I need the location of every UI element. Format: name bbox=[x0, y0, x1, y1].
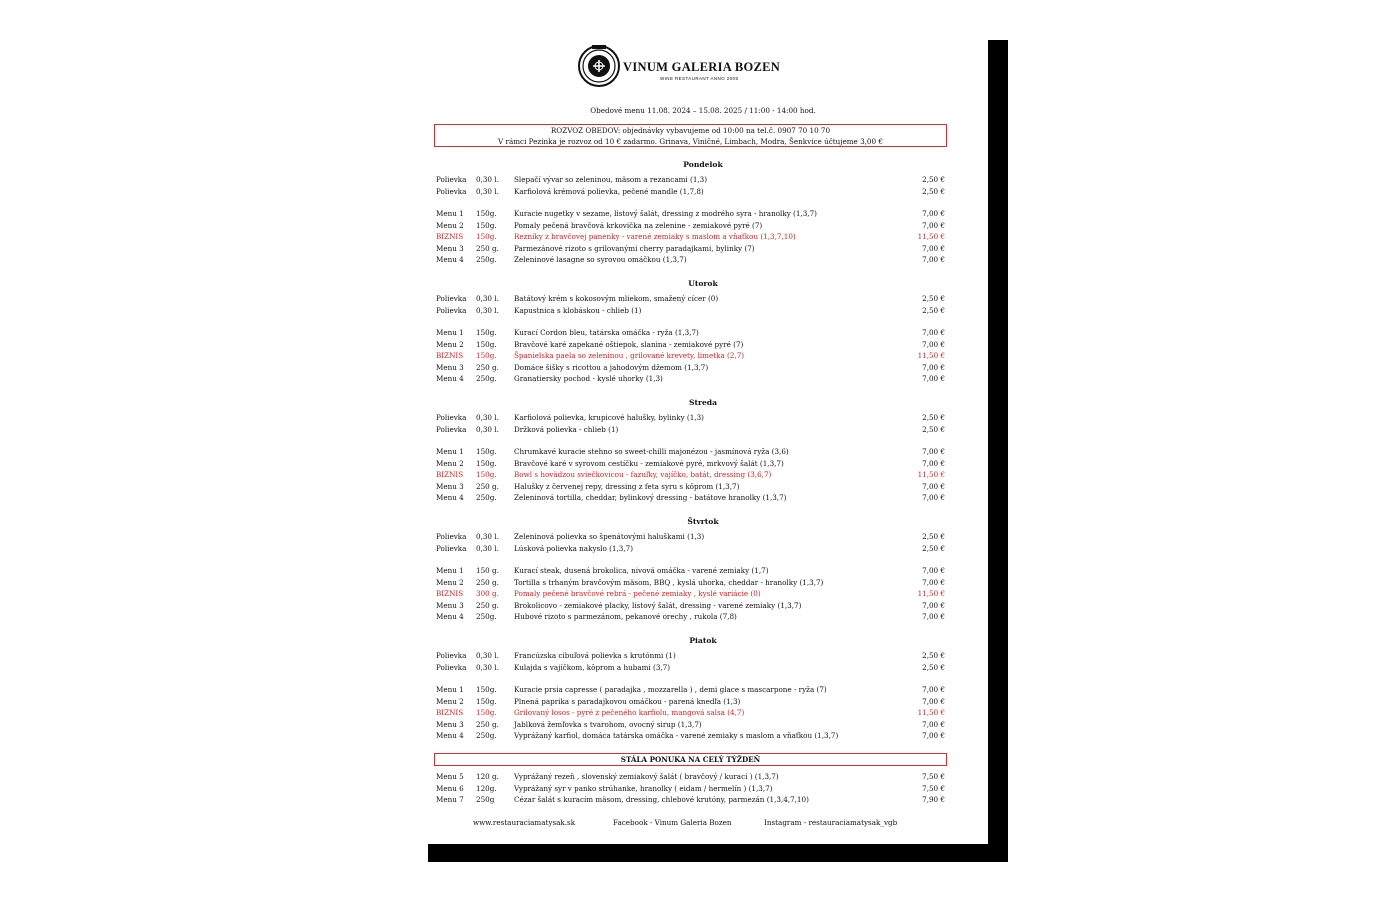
item-price: 7,00 € bbox=[922, 362, 945, 372]
item-label: Menu 6 bbox=[436, 783, 464, 793]
item-label: Polievka bbox=[436, 175, 467, 184]
instagram-link[interactable]: Instagram - restauraciamatysak_vgb bbox=[764, 818, 898, 827]
menu-row bbox=[436, 413, 946, 424]
item-label: Menu 1 bbox=[436, 566, 464, 575]
item-dish: Plnená paprika s paradajkovou omáčkou - parená knedľa (1,3) bbox=[514, 696, 741, 706]
item-portion: 0,30 l. bbox=[476, 186, 499, 196]
item-label: Polievka bbox=[436, 651, 467, 660]
item-price: 2,50 € bbox=[922, 424, 945, 434]
item-dish: Jablková žemľovka s tvarohom, ovocný sirup (1,3,7) bbox=[514, 719, 702, 729]
item-dish: Kuracie nugetky v sezame, listový šalát, dressing z modrého syra - hranolky (1,3,7) bbox=[514, 209, 817, 218]
menu-row bbox=[436, 459, 946, 470]
item-portion: 0,30 l. bbox=[476, 294, 499, 303]
menu-row bbox=[436, 209, 946, 220]
item-label: Menu 4 bbox=[436, 493, 464, 502]
menu-row bbox=[436, 425, 946, 436]
item-dish: Francúzska cibuľová polievka s krutónmi (1) bbox=[514, 651, 676, 660]
item-portion: 250g. bbox=[476, 731, 497, 740]
item-label: Menu 4 bbox=[436, 374, 464, 383]
item-price: 2,50 € bbox=[922, 543, 945, 553]
item-portion: 150g. bbox=[476, 351, 497, 360]
item-label: Menu 3 bbox=[436, 719, 464, 729]
item-price: 7,00 € bbox=[922, 696, 945, 706]
item-dish: Vyprážaný rezeň , slovenský zemiakový šalát ( bravčový / kurací ) (1,3,7) bbox=[514, 772, 779, 781]
item-portion: 0,30 l. bbox=[476, 662, 499, 672]
item-portion: 150g. bbox=[476, 339, 497, 349]
menu-row bbox=[436, 720, 946, 731]
item-portion: 250 g. bbox=[476, 577, 499, 587]
item-price: 2,50 € bbox=[922, 651, 945, 660]
item-price: 7,00 € bbox=[922, 243, 945, 253]
item-dish: Pomaly pečená bravčová krkovička na zelenine - zemiakové pyré (7) bbox=[514, 220, 763, 230]
item-label: Menu 3 bbox=[436, 481, 464, 491]
item-portion: 250 g. bbox=[476, 481, 499, 491]
menu-row bbox=[436, 175, 946, 186]
item-dish: Kapustnica s klobáskou - chlieb (1) bbox=[514, 305, 642, 315]
item-label: BIZNIS bbox=[436, 708, 464, 717]
item-portion: 150 g. bbox=[476, 566, 499, 575]
item-price: 7,00 € bbox=[922, 577, 945, 587]
item-dish: Vyprážaný karfiol, domáca tatárska omáčka - varené zemiaky s maslom a vňaťkou (1,3,7) bbox=[514, 731, 839, 740]
item-dish: Kurací Cordon bleu, tatárska omáčka - ryža (1,3,7) bbox=[514, 328, 699, 337]
website-link[interactable]: www.restauraciamatysak.sk bbox=[473, 818, 576, 827]
item-portion: 120 g. bbox=[476, 772, 499, 781]
item-price: 7,00 € bbox=[922, 731, 945, 740]
item-label: Polievka bbox=[436, 413, 467, 422]
item-price: 2,50 € bbox=[922, 186, 945, 196]
item-portion: 150g. bbox=[476, 209, 497, 218]
item-price: 7,50 € bbox=[922, 783, 945, 793]
item-portion: 150g. bbox=[476, 328, 497, 337]
item-label: Menu 4 bbox=[436, 255, 464, 264]
item-price: 7,00 € bbox=[922, 328, 945, 337]
item-label: Menu 7 bbox=[436, 795, 464, 804]
item-portion: 150g. bbox=[476, 458, 497, 468]
menu-row bbox=[436, 255, 946, 266]
item-price: 11,50 € bbox=[917, 232, 945, 241]
item-portion: 120g. bbox=[476, 783, 497, 793]
item-price: 7,00 € bbox=[922, 209, 945, 218]
item-label: Polievka bbox=[436, 305, 467, 315]
item-label: Polievka bbox=[436, 186, 467, 196]
item-price: 7,00 € bbox=[922, 493, 945, 502]
menu-row bbox=[436, 328, 946, 339]
item-portion: 150g. bbox=[476, 685, 497, 694]
menu-row bbox=[436, 772, 946, 783]
item-dish: Zeleninová polievka so špenátovými haluškami (1,3) bbox=[514, 532, 705, 541]
item-price: 7,00 € bbox=[922, 339, 945, 349]
item-label: Menu 2 bbox=[436, 577, 464, 587]
item-dish: Batátový krém s kokosovým mliekom, smažený cícer (0) bbox=[514, 294, 719, 303]
menu-row bbox=[436, 363, 946, 374]
day-heading: Streda bbox=[688, 398, 718, 407]
item-dish: Španielska paela so zeleninou , grilované krevety, limetka (2,7) bbox=[514, 351, 745, 360]
menu-row bbox=[436, 578, 946, 589]
item-portion: 250 g. bbox=[476, 243, 499, 253]
menu-row bbox=[436, 651, 946, 662]
item-portion: 0,30 l. bbox=[476, 413, 499, 422]
item-dish: Kuracie prsia capresse ( paradajka , mozzarella ) , demi glace s mascarpone - ryža (7) bbox=[514, 685, 827, 694]
item-label: Polievka bbox=[436, 424, 467, 434]
item-dish: Vyprážaný syr v panko strúhanke, hranolky ( eidam / hermelín ) (1,3,7) bbox=[514, 783, 773, 793]
item-dish: Parmezánové rizoto s grilovanými cherry paradajkami, bylinky (7) bbox=[514, 243, 755, 253]
restaurant-logo bbox=[578, 45, 620, 87]
day-heading: Štvrtok bbox=[687, 517, 719, 526]
item-portion: 150g. bbox=[476, 470, 497, 479]
item-portion: 300 g. bbox=[476, 589, 499, 598]
item-label: Menu 2 bbox=[436, 339, 464, 349]
item-label: BIZNIS bbox=[436, 470, 464, 479]
item-price: 2,50 € bbox=[922, 175, 945, 184]
item-price: 2,50 € bbox=[922, 662, 945, 672]
menu-row bbox=[436, 663, 946, 674]
weekly-offer-title: STÁLA PONUKA NA CELÝ TÝŽDEŇ bbox=[620, 755, 761, 764]
item-portion: 150g. bbox=[476, 220, 497, 230]
item-dish: Pomaly pečené bravčové rebrá - pečené zemiaky , kyslé variácie (0) bbox=[514, 589, 761, 598]
item-price: 7,90 € bbox=[922, 795, 945, 804]
item-price: 11,50 € bbox=[917, 708, 945, 717]
item-portion: 0,30 l. bbox=[476, 543, 499, 553]
menu-row bbox=[436, 294, 946, 305]
item-label: Menu 5 bbox=[436, 772, 464, 781]
delivery-box bbox=[434, 124, 947, 147]
weekly-offer-box bbox=[434, 753, 947, 766]
item-label: Menu 1 bbox=[436, 209, 464, 218]
item-price: 7,50 € bbox=[922, 772, 945, 781]
item-portion: 150g. bbox=[476, 232, 497, 241]
facebook-link[interactable]: Facebook - Vinum Galeria Bozen bbox=[613, 818, 732, 827]
item-dish: Domáce šišky s ricottou a jahodovým džemom (1,3,7) bbox=[514, 362, 709, 372]
item-label: BIZNIS bbox=[436, 589, 464, 598]
item-portion: 150g. bbox=[476, 447, 497, 456]
item-dish: Slepačí vývar so zeleninou, mäsom a rezancami (1,3) bbox=[514, 175, 708, 184]
item-dish: Bravčové karé v syrovom cestíčku - zemiakové pyré, mrkvový šalát (1,3,7) bbox=[514, 458, 784, 468]
item-label: Menu 3 bbox=[436, 362, 464, 372]
brand-name: VINUM GALERIA BOZEN bbox=[623, 60, 781, 74]
item-label: Menu 4 bbox=[436, 731, 464, 740]
item-price: 7,00 € bbox=[922, 220, 945, 230]
item-price: 7,00 € bbox=[922, 374, 945, 383]
item-portion: 0,30 l. bbox=[476, 175, 499, 184]
item-price: 7,00 € bbox=[922, 481, 945, 491]
item-portion: 250 g. bbox=[476, 719, 499, 729]
item-label: Menu 4 bbox=[436, 612, 464, 621]
item-label: Menu 1 bbox=[436, 447, 464, 456]
item-portion: 150g. bbox=[476, 708, 497, 717]
item-dish: Halušky z červenej repy, dressing z feta syru s kôprom (1,3,7) bbox=[514, 481, 740, 491]
item-dish: Lúsková polievka nakyslo (1,3,7) bbox=[514, 543, 633, 553]
item-price: 7,00 € bbox=[922, 612, 945, 621]
item-dish: Chrumkavé kuracie stehno so sweet-chilli majonézou - jasmínová ryža (3,6) bbox=[514, 447, 789, 456]
item-price: 2,50 € bbox=[922, 413, 945, 422]
menu-row bbox=[436, 447, 946, 458]
day-heading: Piatok bbox=[689, 636, 717, 645]
item-price: 11,50 € bbox=[917, 351, 945, 360]
item-price: 11,50 € bbox=[917, 589, 945, 598]
menu-row bbox=[436, 340, 946, 351]
menu-period: Obedové menu 11.08. 2024 – 15.08. 2025 / 11:00 - 14:00 hod. bbox=[590, 106, 816, 115]
item-dish: Bravčové karé zapekané oštiepok, slanina - zemiakové pyré (7) bbox=[514, 339, 744, 349]
menu-row bbox=[436, 493, 946, 504]
item-dish: Hubové rizoto s parmezánom, pekanové orechy , rukola (7,8) bbox=[514, 612, 737, 621]
item-dish: Zeleninová tortilla, cheddar, bylinkový dressing - batátove hranolky (1,3,7) bbox=[514, 493, 787, 502]
brand-subtitle: WINE RESTAURANT ANNO 2005 bbox=[660, 76, 739, 81]
item-dish: Grilovaný losos - pyré z pečeného karfiolu, mangová salsa (4,7) bbox=[514, 708, 745, 717]
item-label: Menu 2 bbox=[436, 458, 464, 468]
item-label: Menu 3 bbox=[436, 243, 464, 253]
item-portion: 250g. bbox=[476, 374, 497, 383]
biznis-menu-row bbox=[436, 232, 946, 243]
item-portion: 250g. bbox=[476, 612, 497, 621]
menu-row bbox=[436, 544, 946, 555]
biznis-menu-row bbox=[436, 589, 946, 600]
menu-row bbox=[436, 697, 946, 708]
item-label: Menu 3 bbox=[436, 600, 464, 610]
item-label: Polievka bbox=[436, 532, 467, 541]
item-label: Menu 1 bbox=[436, 328, 464, 337]
item-portion: 250g. bbox=[476, 493, 497, 502]
item-portion: 0,30 l. bbox=[476, 424, 499, 434]
biznis-menu-row bbox=[436, 470, 946, 481]
menu-row bbox=[436, 601, 946, 612]
item-portion: 0,30 l. bbox=[476, 305, 499, 315]
item-portion: 250g bbox=[476, 795, 495, 804]
item-portion: 0,30 l. bbox=[476, 532, 499, 541]
item-price: 2,50 € bbox=[922, 532, 945, 541]
item-portion: 150g. bbox=[476, 696, 497, 706]
item-price: 7,00 € bbox=[922, 255, 945, 264]
item-dish: Brokolicovo - zemiakové placky, listový šalát, dressing - varené zemiaky (1,3,7) bbox=[514, 600, 802, 610]
delivery-line-2: V rámci Pezinka je rozvoz od 10 € zadarmo. Grinava, Viničné, Limbach, Modra, Šenkvice účtujeme 3,00 € bbox=[498, 136, 883, 146]
biznis-menu-row bbox=[436, 351, 946, 362]
day-heading: Utorok bbox=[688, 279, 718, 288]
item-price: 7,00 € bbox=[922, 600, 945, 610]
item-dish: Rezníky z bravčovej panenky - varené zemiaky s maslom a vňaťkou (1,3,7,10) bbox=[514, 232, 796, 241]
item-label: Polievka bbox=[436, 662, 467, 672]
menu-row bbox=[436, 612, 946, 623]
day-heading: Pondelok bbox=[683, 160, 723, 169]
item-label: BIZNIS bbox=[436, 351, 464, 360]
item-price: 7,00 € bbox=[922, 447, 945, 456]
item-dish: Karfiolová polievka, krupicové halušky, bylinky (1,3) bbox=[514, 413, 704, 422]
item-label: Polievka bbox=[436, 294, 467, 303]
item-label: Menu 1 bbox=[436, 685, 464, 694]
item-dish: Bowl s hovädzou sviečkovicou - fazuľky, vajíčko, batát, dressing (3,6,7) bbox=[514, 470, 772, 479]
menu-row bbox=[436, 532, 946, 543]
item-price: 7,00 € bbox=[922, 685, 945, 694]
item-label: BIZNIS bbox=[436, 232, 464, 241]
item-dish: Tortilla s trhaným bravčovým mäsom, BBQ , kyslá uhorka, cheddar - hranolky (1,3,7) bbox=[514, 577, 824, 587]
menu-row bbox=[436, 187, 946, 198]
delivery-line-1: ROZVOZ OBEDOV: objednávky vybavujeme od 10:00 na tel.č. 0907 70 10 70 bbox=[550, 126, 831, 135]
menu-row bbox=[436, 244, 946, 255]
menu-row bbox=[436, 374, 946, 385]
item-price: 7,00 € bbox=[922, 458, 945, 468]
item-dish: Cézar šalát s kuracím mäsom, dressing, chlebové krutóny, parmezán (1,3,4,7,10) bbox=[514, 795, 809, 804]
menu-row bbox=[436, 566, 946, 577]
biznis-menu-row bbox=[436, 708, 946, 719]
menu-row bbox=[436, 685, 946, 696]
item-label: Menu 2 bbox=[436, 220, 464, 230]
item-dish: Kurací steak, dusená brokolica, nivová omáčka - varené zemiaky (1,7) bbox=[514, 566, 769, 575]
item-label: Polievka bbox=[436, 543, 467, 553]
item-dish: Držková polievka - chlieb (1) bbox=[514, 424, 619, 434]
item-price: 2,50 € bbox=[922, 294, 945, 303]
item-dish: Kulajda s vajíčkom, kôprom a hubami (3,7) bbox=[514, 662, 671, 672]
item-dish: Granatiersky pochod - kyslé uhorky (1,3) bbox=[514, 374, 663, 383]
menu-row bbox=[436, 784, 946, 795]
item-dish: Karfiolová krémová polievka, pečené mandle (1,7,8) bbox=[514, 186, 704, 196]
item-portion: 250 g. bbox=[476, 362, 499, 372]
menu-row bbox=[436, 731, 946, 742]
item-portion: 0,30 l. bbox=[476, 651, 499, 660]
item-price: 2,50 € bbox=[922, 305, 945, 315]
menu-row bbox=[436, 306, 946, 317]
menu-row bbox=[436, 795, 946, 806]
menu-row bbox=[436, 482, 946, 493]
item-portion: 250 g. bbox=[476, 600, 499, 610]
item-portion: 250g. bbox=[476, 255, 497, 264]
menu-row bbox=[436, 221, 946, 232]
item-price: 11,50 € bbox=[917, 470, 945, 479]
item-dish: Zeleninové lasagne so syrovou omáčkou (1,3,7) bbox=[514, 255, 687, 264]
item-price: 7,00 € bbox=[922, 566, 945, 575]
item-label: Menu 2 bbox=[436, 696, 464, 706]
item-price: 7,00 € bbox=[922, 719, 945, 729]
